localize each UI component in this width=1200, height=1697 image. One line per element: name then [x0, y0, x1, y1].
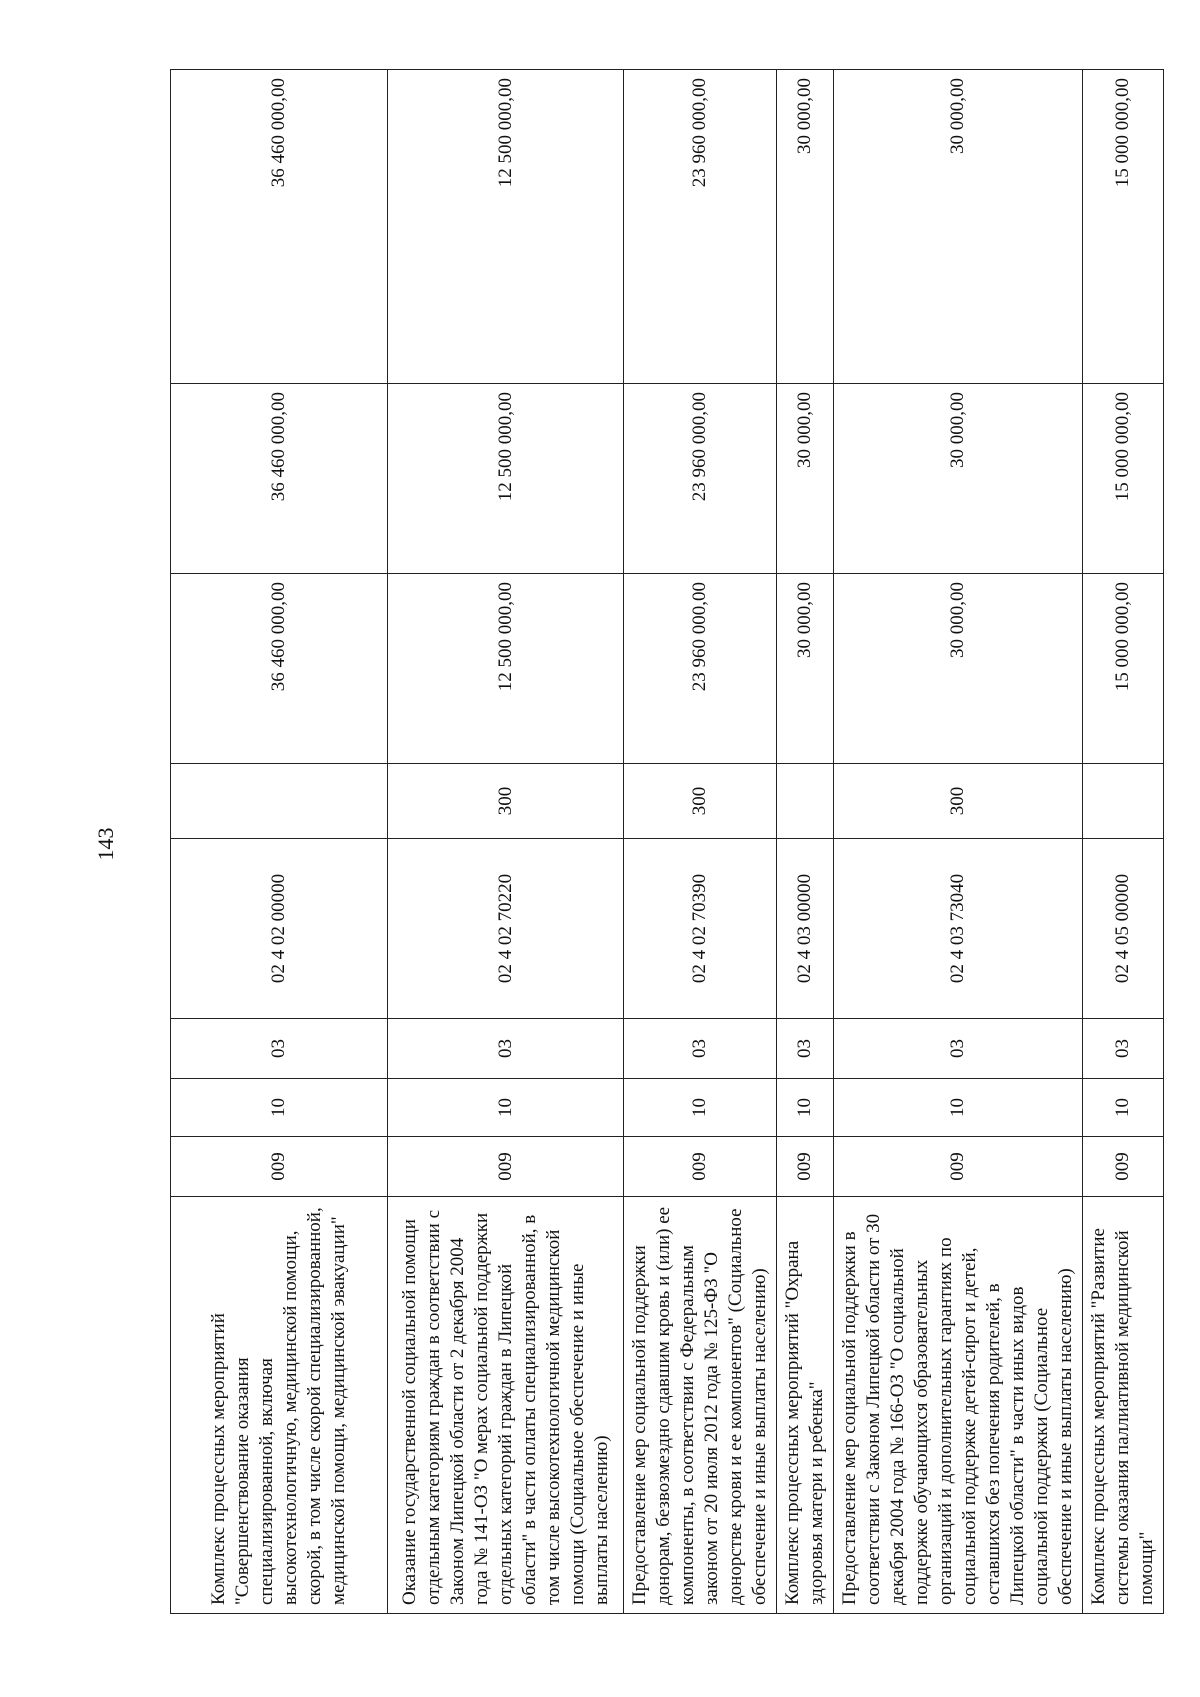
amount-cell-3: 12 500 000,00 — [388, 70, 624, 384]
target-article-cell: 02 4 03 00000 — [777, 839, 834, 1019]
admin-code-cell: 009 — [777, 1137, 834, 1197]
target-article-cell: 02 4 05 00000 — [1083, 839, 1164, 1019]
subsection-cell: 03 — [624, 1019, 777, 1079]
target-article-cell: 02 4 02 70220 — [388, 839, 624, 1019]
page-number: 143 — [93, 827, 118, 861]
table-row — [388, 70, 624, 1614]
subsection-cell: 03 — [171, 1019, 388, 1079]
section-cell: 10 — [1083, 1079, 1164, 1137]
table-row — [171, 70, 388, 1614]
section-cell: 10 — [624, 1079, 777, 1137]
section-cell: 10 — [834, 1079, 1083, 1137]
amount-cell-3: 36 460 000,00 — [171, 70, 388, 384]
table-row — [1083, 70, 1164, 1614]
subsection-cell: 03 — [777, 1019, 834, 1079]
subsection-cell: 03 — [834, 1019, 1083, 1079]
table-row — [834, 70, 1083, 1614]
admin-code-cell: 009 — [171, 1137, 388, 1197]
section-cell: 10 — [777, 1079, 834, 1137]
amount-cell-2: 30 000,00 — [834, 384, 1083, 574]
amount-cell-2: 23 960 000,00 — [624, 384, 777, 574]
expense-type-cell — [777, 764, 834, 839]
amount-cell-1: 15 000 000,00 — [1083, 574, 1164, 764]
amount-cell-3: 15 000 000,00 — [1083, 70, 1164, 384]
amount-cell-2: 36 460 000,00 — [171, 384, 388, 574]
subsection-cell: 03 — [388, 1019, 624, 1079]
row-description: Предоставление мер социальной поддержки донорам, безвозмездно сдавшим кровь и (или) ее компоненты, в соответствии с Федеральным законом от 20 июля 2012 года № 125-ФЗ "О донорстве крови и ее компонентов" (Социальное обеспечение и иные выплаты населению) — [624, 1197, 777, 1614]
subsection-cell: 03 — [1083, 1019, 1164, 1079]
section-cell: 10 — [388, 1079, 624, 1137]
amount-cell-1: 23 960 000,00 — [624, 574, 777, 764]
amount-cell-2: 15 000 000,00 — [1083, 384, 1164, 574]
amount-cell-3: 30 000,00 — [834, 70, 1083, 384]
amount-cell-2: 30 000,00 — [777, 384, 834, 574]
admin-code-cell: 009 — [834, 1137, 1083, 1197]
amount-cell-1: 30 000,00 — [834, 574, 1083, 764]
target-article-cell: 02 4 02 70390 — [624, 839, 777, 1019]
amount-cell-1: 30 000,00 — [777, 574, 834, 764]
row-description: Комплекс процессных мероприятий "Совершенствование оказания специализированной, включая высокотехнологичную, медицинской помощи, скорой, в том числе скорой специализированной, медицинской помощи, медицинской эвакуации" — [171, 1197, 388, 1614]
admin-code-cell: 009 — [388, 1137, 624, 1197]
admin-code-cell: 009 — [1083, 1137, 1164, 1197]
table-row — [777, 70, 834, 1614]
amount-cell-3: 23 960 000,00 — [624, 70, 777, 384]
expense-type-cell — [1083, 764, 1164, 839]
table-row — [624, 70, 777, 1614]
section-cell: 10 — [171, 1079, 388, 1137]
amount-cell-2: 12 500 000,00 — [388, 384, 624, 574]
target-article-cell: 02 4 03 73040 — [834, 839, 1083, 1019]
row-description: Комплекс процессных мероприятий "Охрана здоровья матери и ребенка" — [777, 1197, 834, 1614]
amount-cell-3: 30 000,00 — [777, 70, 834, 384]
expense-type-cell: 300 — [388, 764, 624, 839]
amount-cell-1: 36 460 000,00 — [171, 574, 388, 764]
expense-type-cell: 300 — [834, 764, 1083, 839]
expense-type-cell: 300 — [624, 764, 777, 839]
budget-table — [170, 69, 1164, 1614]
expense-type-cell — [171, 764, 388, 839]
row-description: Оказание государственной социальной помощи отдельным категориям граждан в соответствии с Законом Липецкой области от 2 декабря 2004 года № 141-ОЗ "О мерах социальной поддержки отдельных категорий граждан в Липецкой области" в части оплаты специализированной, в том числе высокотехнологичной медицинской помощи (Социальное обеспечение и иные выплаты населению) — [388, 1197, 624, 1614]
amount-cell-1: 12 500 000,00 — [388, 574, 624, 764]
budget-table-rotated — [170, 70, 1157, 1614]
admin-code-cell: 009 — [624, 1137, 777, 1197]
row-description: Комплекс процессных мероприятий "Развитие системы оказания паллиативной медицинской помощи" — [1083, 1197, 1164, 1614]
row-description: Предоставление мер социальной поддержки в соответствии с Законом Липецкой области от 30 декабря 2004 года № 166-ОЗ "О социальной поддержке обучающихся образовательных организаций и дополнительных гарантиях по социальной поддержке детей-сирот и детей, оставшихся без попечения родителей, в Липецкой области" в части иных видов социальной поддержки (Социальное обеспечение и иные выплаты населению) — [834, 1197, 1083, 1614]
target-article-cell: 02 4 02 00000 — [171, 839, 388, 1019]
